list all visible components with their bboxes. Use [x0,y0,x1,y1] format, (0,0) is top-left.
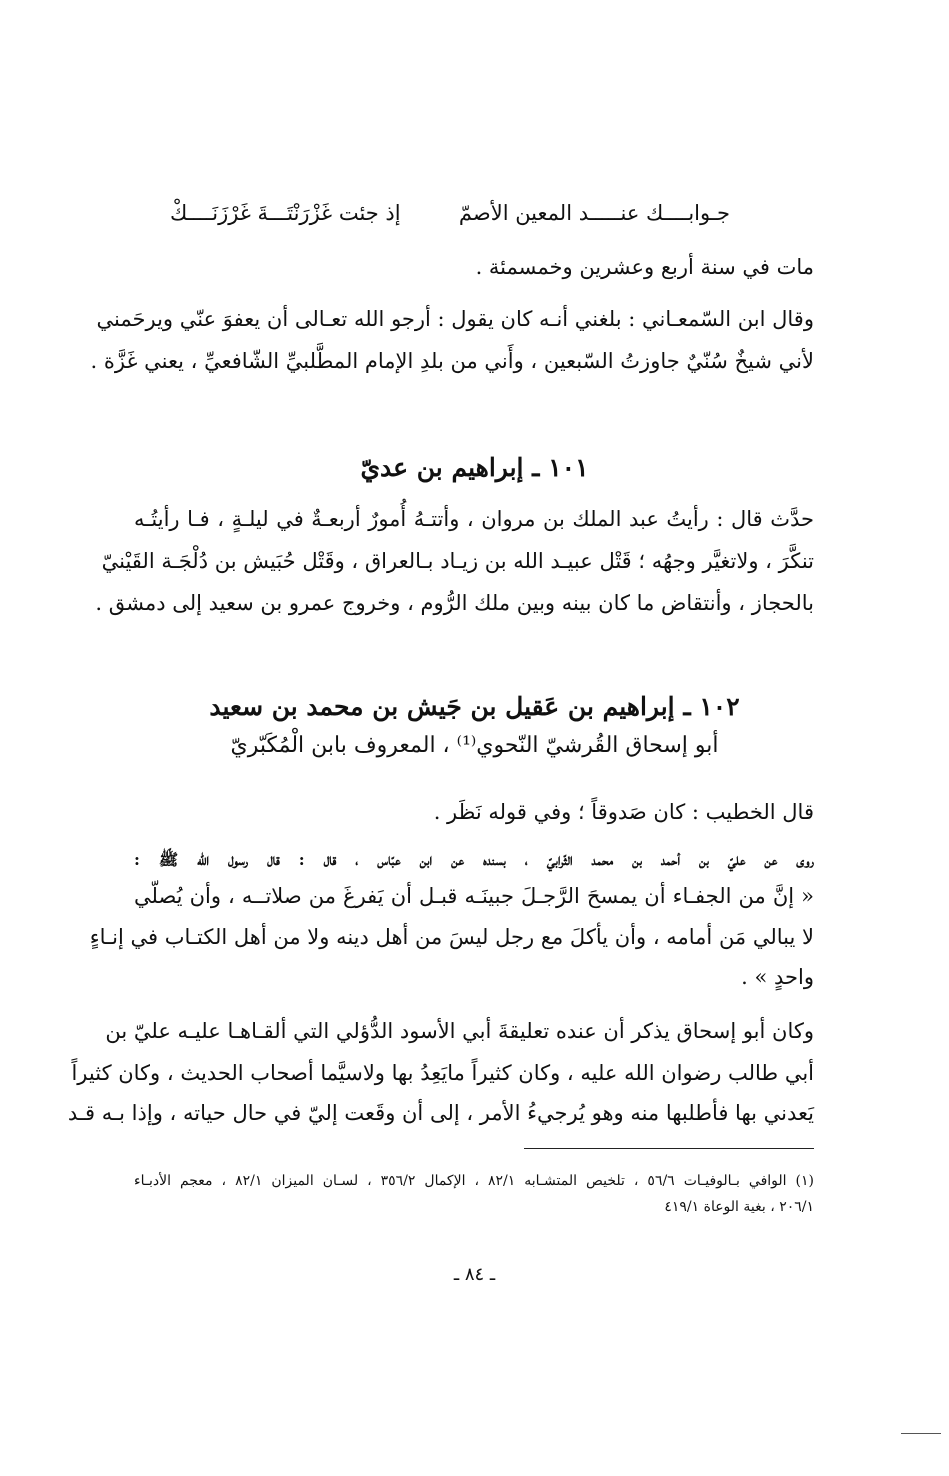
footnote-line: ٢٠٦/١ ، بغية الوعاة ٤١٩/١ [664,1199,814,1215]
khatib-line: قال الخطيب : كان صَدوقاً ؛ وفي قوله نَظَر . [433,800,814,824]
paragraph-line: تنكَّرَ ، ولاتغيَّر وجهُه ؛ قَتْل عبيـد الله بن زيـاد بـالعراق ، وقَتْل حُبَيش بن دُلْجَـة القَيْنيّ [101,549,814,573]
paragraph-line: يَعدني بها فأطلبها منه وهو يُرجيءُ الأمر ، إلى أن وقَعت إليّ في حال حياته ، وإذا بـه قـد [67,1101,814,1125]
paragraph-line: أبي طالب رضوان الله عليه ، وكان كثيراً مايَعِدُ بها ولاسيَّما أصحاب الحديث ، وكان كثيراً [71,1061,814,1085]
hadith-line: « إنَّ من الجفـاء أن يمسحَ الرَّجـلَ جبينَـه قبـل أن يَفرغَ من صلاتــه ، وأن يُصلّي [134,884,814,908]
paragraph-line: لأني شيخٌ سُنّيٌ جاوزتُ السّبعين ، وأَني من بلدِ الإمام المطَّلبيِّ الشّافعيِّ ، يعني غَزَّة . [90,349,814,373]
entry-subheading-102: أبو إسحاق القُرشيّ النّحوي⁽¹⁾ ، المعروف بابن الْمُكَبّريّ [230,733,719,758]
hadith-line: واحدٍ » . [741,965,814,989]
verse-hemistich-left: إذ جئت غَزْرَنْتَـــةَ غَرْزَنَــــكْ [170,201,401,225]
entry-heading-101: ١٠١ ـ إبراهيم بن عديّ [360,453,589,482]
death-year-line: مات في سنة أربع وعشرين وخمسمئة . [475,255,814,279]
paragraph-line: بالحجاز ، وأنتقاض ما كان بينه وبين ملك الرُّوم ، وخروج عمرو بن سعيد إلى دمشق . [95,591,814,615]
hadith-line: لا يبالي مَن أمامه ، وأن يأكلَ مع رجل ليسَ من أهل دينه ولا من أهل الكتـاب في إنـاءٍ [89,925,814,949]
paragraph-line: وكان أبو إسحاق يذكر أن عنده تعليقةَ أبي الأسود الدُّؤلي التي ألقـاهـا عليـه عليّ بن [105,1019,814,1043]
poem-verse [170,196,730,230]
paragraph-line: وقال ابن السّمعـاني : بلغني أنـه كان يقول : أرجو الله تعـالى أن يعفوَ عنّي ويرحَمني [96,307,814,331]
page-number: ـ ٨٤ ـ [453,1264,496,1285]
verse-hemistich-right: جـوابــــك عنـــــد المعين الأصمّ [458,201,730,225]
entry-heading-102: ١٠٢ ـ إبراهيم بن عَقيل بن جَيش بن محمد بن سعيد [209,692,740,721]
scan-edge-mark [901,1433,941,1434]
isnad-line: روى عن عليّ بن أحمد بن محمد الثّرابيّ ، بسنده عن ابن عبّاس ، قال : قال رسول الله ﷺ : [134,850,814,869]
footnote-line: (١) الوافي بـالوفيـات ٥٦/٦ ، تلخيص المتشـابه ٨٢/١ ، الإكمال ٣٥٦/٢ ، لسـان الميزان ٨٢/١ ، معجم الأدبـاء [134,1173,815,1189]
footnote-separator [524,1148,814,1149]
paragraph-line: حدَّث قال : رأيتُ عبد الملك بن مروان ، وأتتـهُ أُمورٌ أربعـةٌ في ليلـةٍ ، فـا رأيتُـه [134,507,814,531]
